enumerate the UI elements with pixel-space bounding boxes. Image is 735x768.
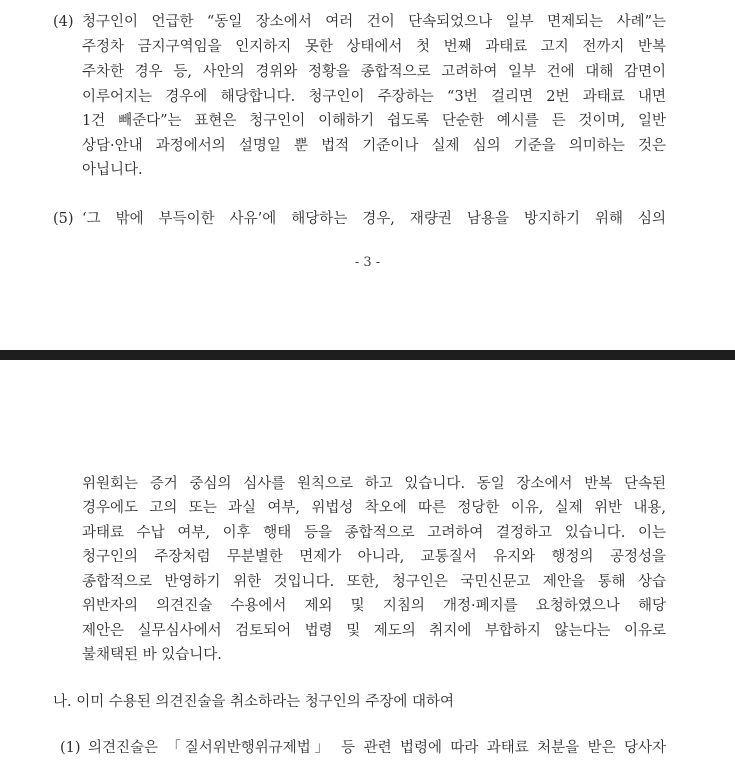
paragraph-line: 아닙니다. [82, 162, 143, 178]
paragraph-line: 위반자의 의견진술 수용에서 제외 및 지침의 개정·폐지를 요청하였으나 해당 [82, 598, 666, 614]
paragraph-line: 청구인이 언급한 “동일 장소에서 여러 건이 단속되었으나 일부 면제되는 사례”는 [82, 14, 666, 30]
paragraph-line: 불채택된 바 있습니다. [82, 647, 222, 663]
paragraph-line: 1건 빼준다”는 표현은 청구인이 이해하기 쉽도록 단순한 예시를 든 것이며, 일반 [82, 113, 666, 129]
paragraph-line: 과태료 수납 여부, 이후 행태 등을 종합적으로 고려하여 결정하고 있습니다. 이는 [82, 525, 666, 541]
paragraph-line: 제안은 실무심사에서 검토되어 법령 및 제도의 취지에 부합하지 않는다는 이유로 [82, 623, 666, 639]
item-number: (4) [53, 14, 74, 30]
item-number: (5) [53, 211, 74, 227]
paragraph-line: 주차한 경우 등, 사안의 경위와 정황을 종합적으로 고려하여 일부 건에 대해 감면이 [82, 64, 666, 80]
paragraph-line: 종합적으로 반영하기 위한 것입니다. 또한, 청구인은 국민신문고 제안을 통해 상습 [82, 574, 666, 590]
paragraph-line: 이루어지는 경우에 해당합니다. 청구인이 주장하는 “3번 걸리면 2번 과태료 내면 [82, 89, 666, 105]
paragraph-line: 의견진술은 「질서위반행위규제법」 등 관련 법령에 따라 과태료 처분을 받은 당사자 [88, 740, 666, 756]
paragraph-line: 상담·안내 과정에서의 설명일 뿐 법적 기준이나 실제 심의 기준을 의미하는 것은 [82, 138, 666, 154]
item-number: (1) [60, 740, 81, 756]
paragraph-line: 청구인의 주장처럼 무분별한 면제가 아니라, 교통질서 유지와 행정의 공정성을 [82, 549, 666, 565]
paragraph-line: 위원회는 증거 중심의 심사를 원칙으로 하고 있습니다. 동일 장소에서 반복 단속된 [82, 476, 666, 492]
paragraph-line: 주정차 금지구역임을 인지하지 못한 상태에서 첫 번째 과태료 고지 전까지 반복 [82, 39, 666, 55]
section-heading: 나. 이미 수용된 의견진술을 취소하라는 청구인의 주장에 대하여 [53, 694, 455, 710]
paragraph-line: 경우에도 고의 또는 과실 여부, 위법성 착오에 따른 정당한 이유, 실제 위반 내용, [82, 500, 666, 516]
page-number: - 3 - [354, 255, 381, 270]
paragraph-line: ‘그 밖에 부득이한 사유’에 해당하는 경우, 재량권 남용을 방지하기 위해 심의 [82, 211, 666, 227]
page-separator [0, 350, 735, 360]
